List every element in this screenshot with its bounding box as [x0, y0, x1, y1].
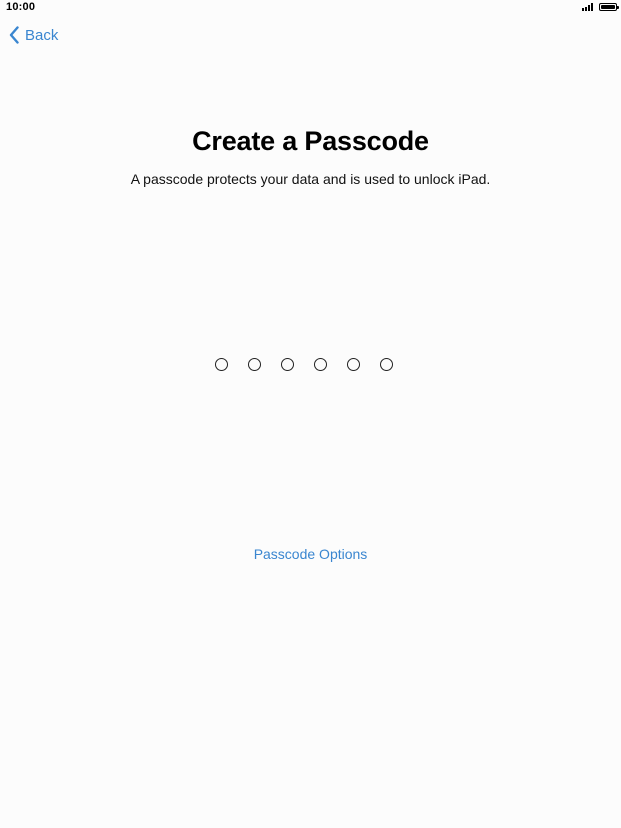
status-bar: [0, 0, 621, 16]
page-subtitle: A passcode protects your data and is used to unlock iPad.: [130, 171, 491, 187]
battery-full-icon: [599, 3, 617, 11]
passcode-dot: [347, 358, 360, 371]
page-title: Create a Passcode: [192, 126, 429, 156]
cellular-signal-icon: [582, 3, 593, 11]
passcode-dot: [281, 358, 294, 371]
passcode-options-button[interactable]: Passcode Options: [253, 546, 368, 562]
status-indicators: [582, 3, 617, 11]
passcode-dot: [248, 358, 261, 371]
passcode-dot: [314, 358, 327, 371]
passcode-dot: [215, 358, 228, 371]
passcode-dots: [215, 358, 393, 371]
back-button[interactable]: [9, 26, 58, 44]
back-label: Back: [25, 26, 59, 44]
passcode-dot: [380, 358, 393, 371]
chevron-left-icon: [9, 26, 19, 44]
status-time: 10:00: [6, 1, 36, 13]
